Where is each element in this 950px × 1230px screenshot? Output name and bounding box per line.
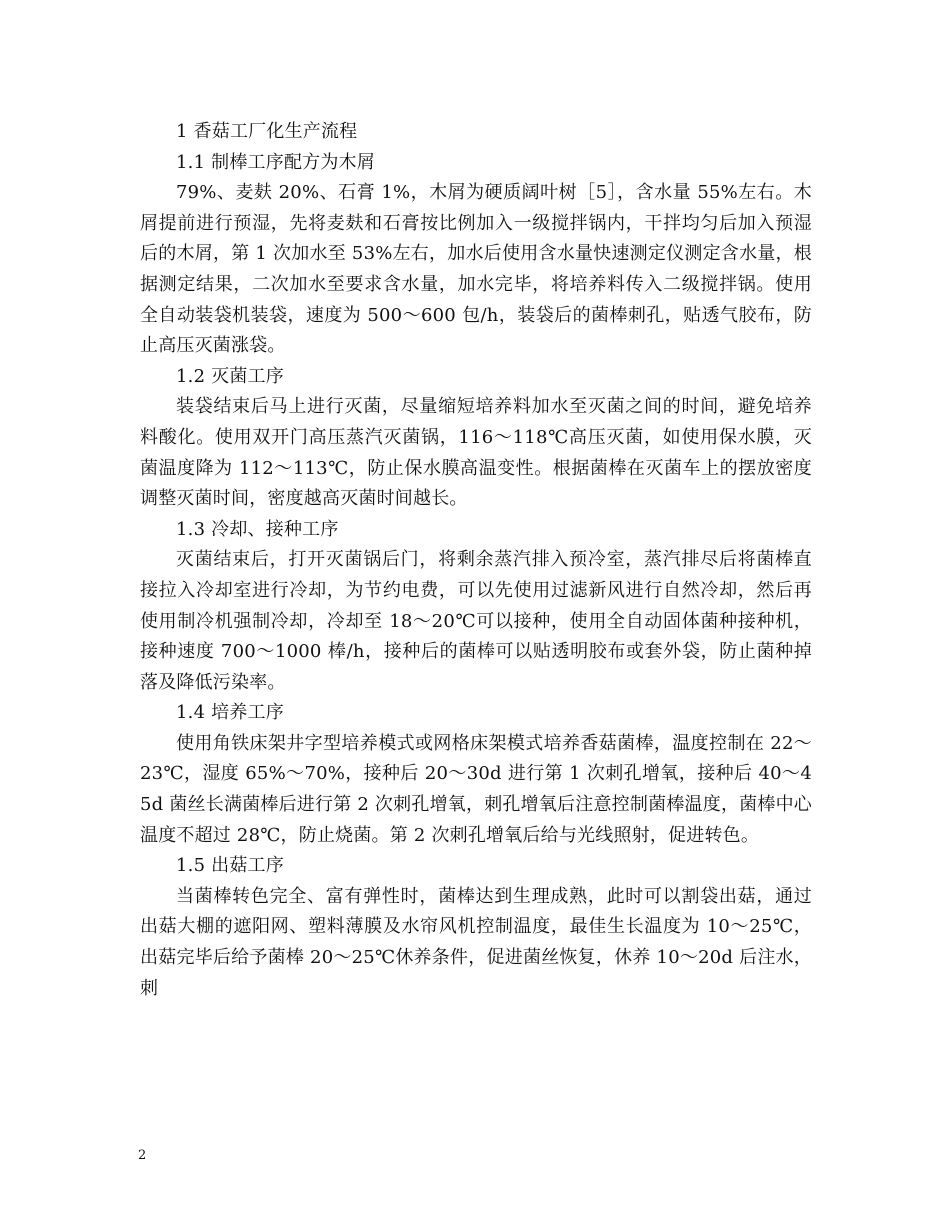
document-body (140, 117, 812, 1004)
paragraph-cultivation: 使用角铁床架井字型培养模式或网格床架模式培养香菇菌棒，温度控制在 22～23℃，湿度 65%～70%，接种后 20～30d 进行第 1 次刺孔增氧，接种后 40～45d 菌丝长满菌棒后进行第 2 次刺孔增氧，刺孔增氧后注意控制菌棒温度，菌棒中心温度不超过 28℃，防止烧菌。第 2 次刺孔增氧后给与光线照射，促进转色。 (140, 732, 812, 846)
paragraph-formula: 79%、麦麸 20%、石膏 1%，木屑为硬质阔叶树［5］，含水量 55%左右。木屑提前进行预湿，先将麦麸和石膏按比例加入一级搅拌锅内，干拌均匀后加入预湿后的木屑，第 1 次加水至 53%左右，加水后使用含水量快速测定仪测定含水量，根据测定结果，二次加水至要求含水量，加水完毕，将培养料传入二级搅拌锅。使用全自动装袋机装袋，速度为 500～600 包/h，装袋后的菌棒刺孔，贴透气胶布，防止高压灭菌涨袋。 (140, 182, 812, 357)
paragraph-fruiting: 当菌棒转色完全、富有弹性时，菌棒达到生理成熟，此时可以割袋出菇，通过出菇大棚的遮阳网、塑料薄膜及水帘风机控制温度，最佳生长温度为 10～25℃，出菇完毕后给予菌棒 20～25℃休养条件，促进菌丝恢复，休养 10～20d 后注水，刺 (140, 885, 812, 999)
section-title: 1 香菇工厂化生产流程 (176, 121, 358, 142)
subsection-title-1-1: 1.1 制棒工序配方为木屑 (176, 151, 375, 173)
subsection-title-1-4: 1.4 培养工序 (176, 702, 284, 724)
paragraph-sterilization: 装袋结束后马上进行灭菌，尽量缩短培养料加水至灭菌之间的时间，避免培养料酸化。使用双开门高压蒸汽灭菌锅，116～118℃高压灭菌，如使用保水膜，灭菌温度降为 112～113℃，防止保水膜高温变性。根据菌棒在灭菌车上的摆放密度调整灭菌时间，密度越高灭菌时间越长。 (140, 396, 812, 510)
page-number: 2 (138, 1148, 147, 1163)
subsection-title-1-5: 1.5 出菇工序 (176, 855, 284, 877)
paragraph-cooling-inoculation: 灭菌结束后，打开灭菌锅后门，将剩余蒸汽排入预冷室，蒸汽排尽后将菌棒直接拉入冷却室进行冷却，为节约电费，可以先使用过滤新风进行自然冷却，然后再使用制冷机强制冷却，冷却至 18～20℃可以接种，使用全自动固体菌种接种机，接种速度 700～1000 棒/h，接种后的菌棒可以贴透明胶布或套外袋，防止菌种掉落及降低污染率。 (140, 549, 812, 693)
subsection-title-1-3: 1.3 冷却、接种工序 (176, 518, 339, 540)
subsection-title-1-2: 1.2 灭菌工序 (176, 365, 284, 387)
